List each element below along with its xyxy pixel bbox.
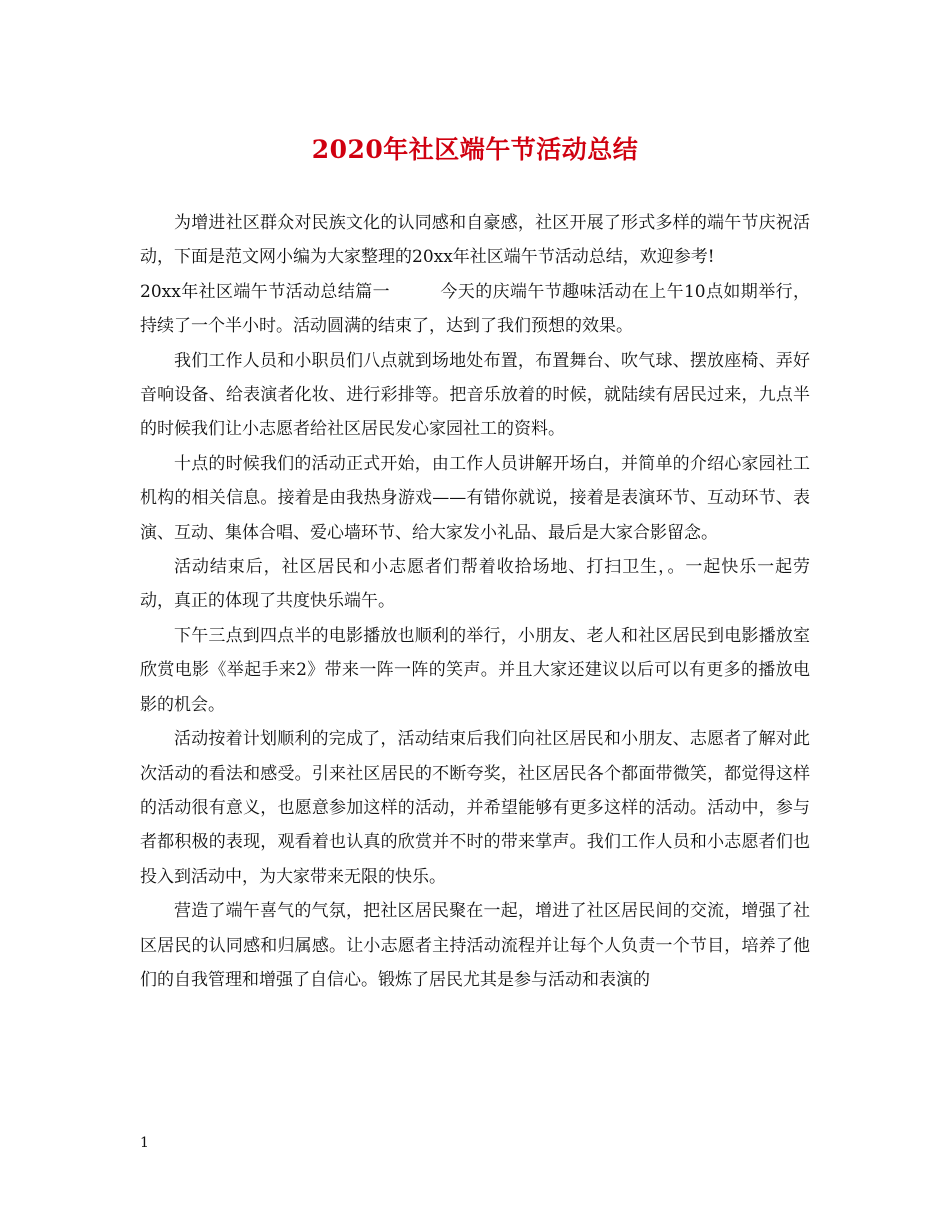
body-paragraph-feedback: 活动按着计划顺利的完成了，活动结束后我们向社区居民和小朋友、志愿者了解对此次活动的看法和感受。引来社区居民的不断夸奖，社区居民各个都面带微笑，都觉得这样的活动很有意义，也愿意参加这样的活动，并希望能够有更多这样的活动。活动中，参与者都积极的表现，观看着也认真的欣赏并不时的带来掌声。我们工作人员和小志愿者们也投入到活动中，为大家带来无限的快乐。 [140, 729, 810, 887]
body-paragraph-setup: 我们工作人员和小职员们八点就到场地处布置，布置舞台、吹气球、摆放座椅、弄好音响设备、给表演者化妆、进行彩排等。把音乐放着的时候，就陆续有居民过来，九点半的时候我们让小志愿者给社区居民发心家园社工的资料。 [140, 350, 810, 440]
document-body [140, 206, 810, 997]
section-heading: 20xx年社区端午节活动总结篇一 [140, 281, 390, 302]
page-number: 1 [140, 1135, 149, 1151]
body-paragraph-outcome: 营造了端午喜气的气氛，把社区居民聚在一起，增进了社区居民间的交流，增强了社区居民的认同感和归属感。让小志愿者主持活动流程并让每个人负责一个节目，培养了他们的自我管理和增强了自信心。锻炼了居民尤其是参与活动和表演的 [140, 901, 810, 990]
section-first-text: 今天的庆端午节趣味活动在上午10点如期举行，持续了一个半小时。活动圆满的结束了，达到了我们预想的效果。 [140, 281, 810, 337]
section-paragraph [140, 275, 810, 344]
body-paragraph-movie: 下午三点到四点半的电影播放也顺利的举行，小朋友、老人和社区居民到电影播放室欣赏电影《举起手来2》带来一阵一阵的笑声。并且大家还建议以后可以有更多的播放电影的机会。 [140, 625, 810, 715]
intro-paragraph: 为增进社区群众对民族文化的认同感和自豪感，社区开展了形式多样的端午节庆祝活动，下面是范文网小编为大家整理的20xx年社区端午节活动总结，欢迎参考! [140, 213, 810, 268]
body-paragraph-cleanup: 活动结束后，社区居民和小志愿者们帮着收拾场地、打扫卫生，。一起快乐一起劳动，真正的体现了共度快乐端午。 [140, 557, 810, 612]
body-paragraph-opening: 十点的时候我们的活动正式开始，由工作人员讲解开场白，并简单的介绍心家园社工机构的相关信息。接着是由我热身游戏——有错你就说，接着是表演环节、互动环节、表演、互动、集体合唱、爱心墙环节、给大家发小礼品、最后是大家合影留念。 [140, 453, 810, 543]
document-title: 2020年社区端午节活动总结 [311, 135, 639, 164]
